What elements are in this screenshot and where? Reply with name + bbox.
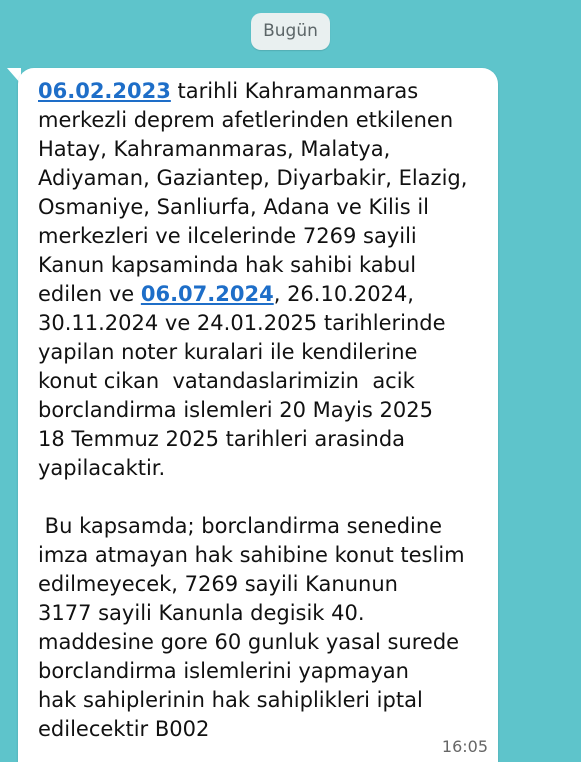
message-text <box>38 77 498 744</box>
date-link-1[interactable]: 06.02.2023 <box>38 79 171 103</box>
day-separator-chip: Bugün <box>251 13 330 50</box>
date-link-2[interactable]: 06.07.2024 <box>140 282 274 306</box>
message-text-part-1: tarihli Kahramanmaras merkezli deprem afetlerinden etkilenen Hatay, Kahramanmaras, Malatya, Adiyaman, Gaziantep, Diyarbakir, Elazig, Osmaniye, Sanliurfa, Adana ve Kilis il merkezleri ve ilcelerinde 7269 sayili Kanun kapsaminda hak sahibi kabul edilen ve <box>38 79 468 306</box>
message-text-part-2: , 26.10.2024, 30.11.2024 ve 24.01.2025 tarihlerinde yapilan noter kuralari ile kendilerine konut cikan vatandaslarimizin acik borclandirma islemleri 20 Mayis 2025 18 Temmuz 2025 tarihleri arasinda yapilacaktir. Bu kapsamda; borclandirma senedine imza atmayan hak sahibine konut teslim edilmeyecek, 7269 sayili Kanunun 3177 sayili Kanunla degisik 40. maddesine gore 60 gunluk yasal surede borclandirma islemlerini yapmayan hak sahiplerinin hak sahiplikleri iptal edilecektir B002 <box>38 282 465 741</box>
incoming-message-bubble[interactable] <box>18 68 498 762</box>
message-timestamp: 16:05 <box>441 737 488 756</box>
